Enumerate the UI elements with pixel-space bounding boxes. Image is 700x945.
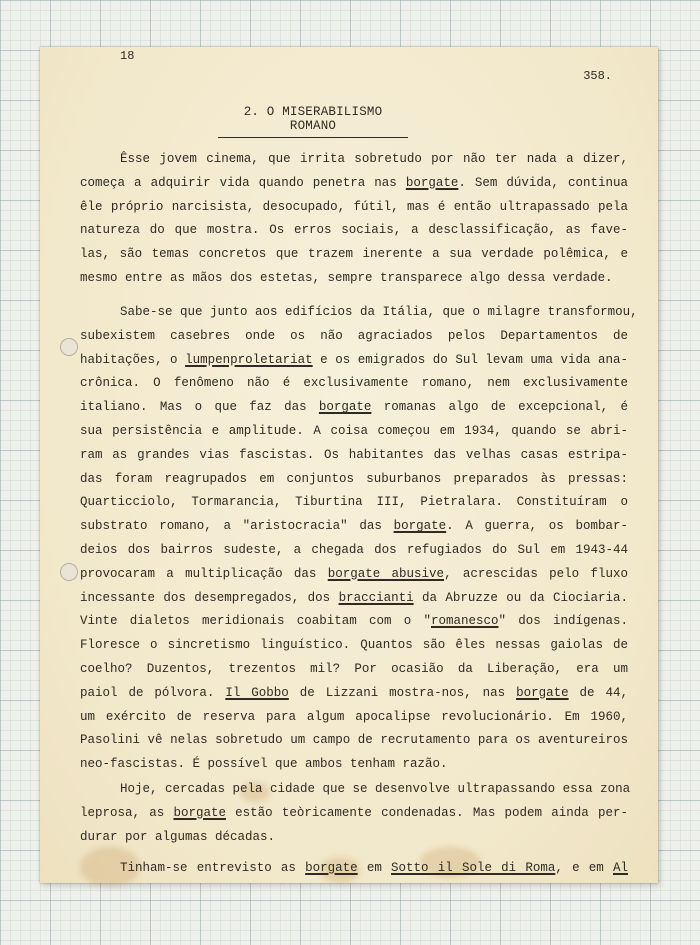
italic-term-underlined: borgate (318, 400, 372, 415)
text-line: Quarticciolo, Tormarancia, Tiburtina III, Pietralara. Constituíram o (80, 495, 628, 510)
section-title: 2. O MISERABILISMO ROMANO (218, 105, 408, 138)
text-line: habitações, o lumpenproletariat e os emigrados do Sul levam uma vida ana- (80, 352, 628, 367)
text-line: ram as grandes vias fascistas. Os habitantes das velhas casas estripa- (80, 447, 628, 462)
italic-term-underlined: lumpenproletariat (185, 352, 313, 367)
paragraph-4 (80, 857, 628, 881)
italic-term-underlined: romanesco (430, 614, 499, 629)
text-line: coelho? Duzentos, trezentos mil? Por ocasião da Liberação, era um (80, 661, 628, 676)
punch-hole (60, 563, 78, 581)
text-line: Hoje, cercadas pela cidade que se desenvolve ultrapassando essa zona (120, 782, 631, 796)
italic-term-underlined: borgate (393, 519, 447, 534)
text-line: mesmo entre as mãos dos estetas, sempre transparece algo dessa verdade. (80, 270, 613, 285)
text-line: começa a adquirir vida quando penetra nas borgate. Sem dúvida, continua (80, 175, 628, 190)
text-line: Êsse jovem cinema, que irrita sobretudo por não ter nada a dizer, (120, 152, 628, 166)
text-line: italiano. Mas o que faz das borgate romanas algo de excepcional, é (80, 400, 628, 415)
text-line: subexistem casebres onde os não agraciados pelos Departamentos de (80, 328, 628, 343)
typewritten-page (40, 47, 658, 883)
text-line: las, são temas concretos que trazem inerente a sua verdade polêmica, e (80, 247, 628, 262)
italic-term-underlined: braccianti (338, 590, 414, 605)
italic-term-underlined: borgate (173, 805, 226, 820)
page-number: 358. (583, 69, 612, 83)
text-line: provocaram a multiplicação das borgate abusive, acrescidas pelo fluxo (80, 566, 628, 581)
text-line: Vinte dialetos meridionais coabitam com o "romanesco" dos indígenas. (80, 614, 628, 629)
text-line: paiol de pólvora. Il Gobbo de Lizzani mostra-nos, nas borgate de 44, (80, 685, 628, 700)
film-title-underlined: Il Gobbo (225, 685, 289, 700)
text-line: crônica. O fenômeno não é exclusivamente romano, nem exclusivamente (80, 376, 628, 391)
italic-term-underlined: borgate (516, 685, 569, 700)
italic-term-underlined: borgate (305, 861, 358, 875)
paragraph-2 (80, 301, 638, 777)
text-line: natureza do que mostra. Os erros sociais, a desclassificação, as fave- (80, 223, 628, 238)
text-line: das foram reagrupados em conjuntos suburbanos preparados às pressas: (80, 471, 628, 486)
film-title-underlined: Al (612, 861, 628, 875)
film-title-underlined: Sotto il Sole di Roma (391, 861, 556, 875)
text-line: êle próprio narcisista, desocupado, fútil, mas é então ultrapassado pela (80, 199, 628, 214)
paragraph-1 (80, 148, 628, 291)
paragraph-3 (80, 778, 631, 849)
text-line: durar por algumas décadas. (80, 829, 276, 844)
italic-term-underlined: borgate (405, 175, 459, 190)
text-line: Sabe-se que junto aos edifícios da Itália, que o milagre transformou, (120, 305, 638, 319)
punch-hole (60, 338, 78, 356)
text-line: sua persistência e amplitude. A coisa começou em 1934, quando se abri- (80, 423, 628, 438)
text-line: um exército de reserva para algum apocalipse revolucionário. Em 1960, (80, 709, 628, 724)
italic-term-underlined: borgate abusive (327, 566, 445, 581)
text-line: leprosa, as borgate estão teòricamente condenadas. Mas podem ainda per- (80, 805, 628, 820)
text-line: substrato romano, a "aristocracia" das borgate. A guerra, os bombar- (80, 519, 628, 534)
text-line: deios dos bairros sudeste, a chegada dos refugiados do Sul em 1943-44 (80, 542, 628, 557)
corner-number: 18 (120, 49, 135, 63)
text-line: Tinham-se entrevisto as borgate em Sotto il Sole di Roma, e em Al (120, 861, 628, 875)
text-line: incessante dos desempregados, dos braccianti da Abruzze ou da Ciociaria. (80, 590, 628, 605)
text-line: neo-fascistas. É possível que ambos tenham razão. (80, 757, 448, 772)
text-line: Pasolini vê nelas sobretudo um campo de recrutamento para os aventureiros (80, 733, 628, 748)
text-line: Floresce o sincretismo linguístico. Quantos são êles nessas gaiolas de (80, 638, 628, 653)
